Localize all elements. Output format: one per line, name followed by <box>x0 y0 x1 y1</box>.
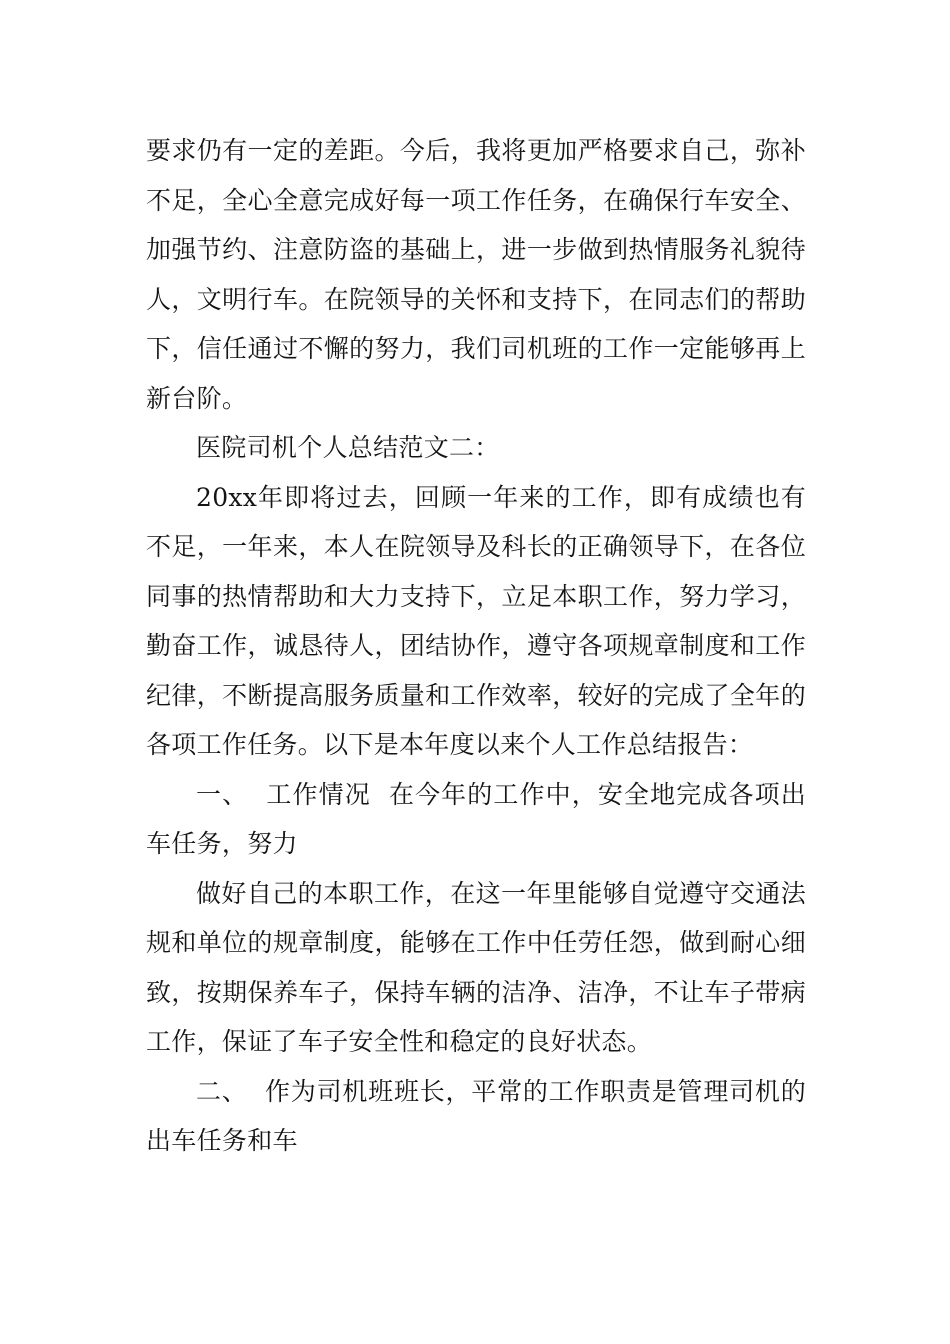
document-body <box>146 126 806 1166</box>
paragraph-1: 要求仍有一定的差距。今后，我将更加严格要求自己，弥补不足，全心全意完成好每一项工作任务，在确保行车安全、加强节约、注意防盗的基础上，进一步做到热情服务礼貌待人，文明行车。在院领导的关怀和支持下，在同志们的帮助下，信任通过不懈的努力，我们司机班的工作一定能够再上新台阶。 <box>146 136 806 413</box>
paragraph-team-leader: 二、 作为司机班班长，平常的工作职责是管理司机的出车任务和车 <box>146 1076 806 1155</box>
paragraph-5: 做好自己的本职工作，在这一年里能够自觉遵守交通法规和单位的规章制度，能够在工作中任劳任怨，做到耐心细致，按期保养车子，保持车辆的洁净、洁净，不让车子带病工作，保证了车子安全性和稳定的良好状态。 <box>146 878 806 1056</box>
section-heading-sample-two: 医院司机个人总结范文二： <box>196 433 500 462</box>
paragraph-work-status: 一、 工作情况 在今年的工作中，安全地完成各项出车任务，努力 <box>146 779 806 858</box>
paragraph-3: 20xx年即将过去，回顾一年来的工作，即有成绩也有不足，一年来，本人在院领导及科长的正确领导下，在各位同事的热情帮助和大力支持下，立足本职工作，努力学习，勤奋工作，诚恳待人，团结协作，遵守各项规章制度和工作纪律，不断提高服务质量和工作效率，较好的完成了全年的各项工作任务。以下是本年度以来个人工作总结报告： <box>146 482 806 759</box>
